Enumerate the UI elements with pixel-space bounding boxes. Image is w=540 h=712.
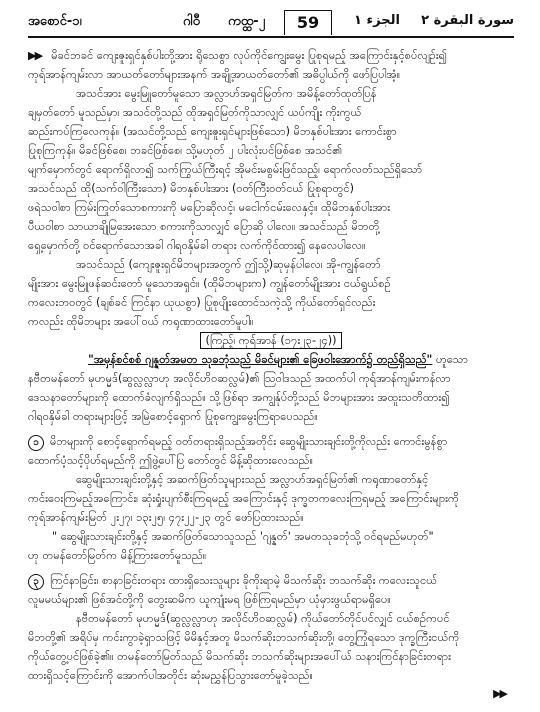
verse-line: အသင်အား မွေးမြူတော်မူသော အလ္လာဟ်အရှင်မြတ်က အမိန့်တော်ထုတ်ပြန် — [76, 87, 377, 100]
verse-line: ဖရဲသဝါစာ ကြမ်းကြုတ်သောစကားကို မပြောဆိုလင့်၊ မငေါက်ငမ်းလေနှင့်။ ထိုမိဘနှစ်ပါးအား — [28, 201, 391, 214]
para-label-myanmar: ကထ္ထ-၂ — [228, 14, 266, 29]
note-2-line: ကိုယ်တွေ့ပင်ဖြစ်ခဲ့၏။ တမန်တော်မြတ်သည် မိသက်ဆိုး ဘသက်ဆိုးများအပေါ်ယ် သနားကြင်နာခြင်းတရား — [28, 650, 451, 663]
note-1-line: ဟု တမန်တော်မြတ်က မိန့်ကြားတော်မူသည်။ — [28, 549, 207, 562]
intro-line-1: မိခင်ဘခင် ကျေးဇူးရှင်နှစ်ပါးတို့အား ရိုသေစွာ လုပ်ကိုင်ကျွေးမွေး ပြုစုရမည့် အကြောင်းနှင့်စပ်လျဉ်း၍ — [51, 49, 448, 62]
body-line: ဒေသနာတော်များကို ထောက်ခံလျက်ရှိသည်။ သို့ဖြစ်ရာ အကျွန်ုပ်တို့သည် မိဘများအား အထူးသတိထား၍ — [28, 391, 450, 404]
note-1-line: ကုရ်အာန်ကျမ်းမြတ် ၂း၂၇၊ ၁၃း၂၅၊ ၄၇း၂၂-၂၃ တွင် ဖော်ပြထားသည်။ — [28, 511, 304, 524]
hadith-line — [28, 350, 514, 369]
note-2-line: ထားရှိသင့်ကြောင်းကို အောက်ပါအတိုင်း ဆုံးမညွှန်ပြသွားတော်မူခဲ့သည်။ — [28, 669, 313, 682]
note-2-line: လူမမယ်များ၏ ဖြစ်အင်တို့ကို တွေးဆမိက ယူကျုံးမရ ဖြစ်ကြရမည်မှာ ယုံမှားဖွယ်ရာမရှိပေ။ — [28, 593, 391, 606]
note-1-line: ဆွေမျိုးသားချင်းတို့နှင့် အဆက်ဖြတ်သူများသည် အလ္လာဟ်အရှင်မြတ်၏ ကရုဏာတော်နှင့် — [76, 473, 429, 486]
note-2-line — [28, 571, 514, 590]
reference-line — [28, 331, 514, 350]
note-1-line — [28, 432, 514, 451]
body-line — [28, 46, 514, 65]
verse-line: ရှေ့မှောက်တို့ ဝင်ရောက်သောအခါ ဂါရဝနှိမ်ခါ တရား လက်ကိုင်ထား၍ နေလေပါလေ။ — [28, 239, 366, 252]
note-number-badge: ၃ — [28, 574, 44, 590]
note-2-line: မိဘတို့၏ အရိပ်မှ ကင်းကွာခဲ့ရှာသဖြင့် မိမိနှင့်အတူ မိသက်ဆိုးဘသက်ဆိုးတို့၊ တွေ့ကြုံရသော ဒုက္ခကြီးငယ်ကို — [28, 631, 460, 644]
verse-line: မျိုးအား မွေးမြူဖန်ဆင်းတော် မူသောအရှင်။ (ထိုမိဘများက) ကျွန်တော်မျိုးအား ငယ်ရွယ်စဉ် — [28, 277, 391, 290]
start-arrows-icon: ▶▶ — [28, 49, 42, 62]
verse-line: ချမှတ်တော် မူသည်မှာ၊ အသင်တို့သည် ထိုအရှင်မြတ်ကိုသာလျှင် ယပ်ကျိုး ကိုးကွယ် — [28, 106, 362, 119]
verse-line: ကလေးဘဝတွင် (ချစ်ခင် ကြင်နာ ယုယစွာ) ပြုစုပျိုးထောင်သကဲ့သို့ ကိုယ်တော်ရှင်လည်း — [28, 296, 376, 309]
note-number-badge: ၁ — [28, 435, 44, 451]
body-line: ဂါရဝနှိမ်ခါ တရားများဖြင့် အမြဲစောင့်ရှောက် ပြုစုကျွေးမွေးကြရာပေသည်။ — [28, 410, 318, 423]
page-header — [28, 10, 514, 38]
hadith-quote-tail: ဟူသော — [435, 353, 468, 366]
note-2-text: ကြင်နာခြင်း၊ စာနာခြင်းတရား ထားရှိသေးသူများ ခိုကိုးရာမဲ့ မိသက်ဆိုး ဘသက်ဆိုး ကလေးသူငယ် — [50, 574, 438, 587]
surah-title-arabic: سورة البقرة ۲ — [421, 13, 514, 28]
verse-line: ကလည်း ထိုမိဘများ အပေါ်ဝယ် ကရုဏာထားတော်မူပါ။ — [28, 315, 254, 328]
verse-line: ဆည်းကပ်ကြလေကုန်။ (အသင်တို့သည် ကျေးဇူးရှင်များဖြစ်သော) မိဘနှစ်ပါးအား ကောင်းစွာ — [28, 125, 397, 138]
note-1-text: မိဘများကို စောင့်ရှောက်ရမည့် ဝတ်တရားရှိသည့်အတိုင်း ဆွေမျိုးသားချင်းတို့ကိုလည်း ကောင်းမွန်စွာ — [50, 435, 448, 448]
verse-line: မျက်မှောက်တွင် ရောက်ရှိလာ၍ သက်ကြွယ်ကြီးရင့် အိုမင်းမစွမ်းဖြင်သည့်၊ ရောက်လတ်သည်ရှိသော် — [28, 163, 423, 176]
verse-line: ပြုစုကြကုန်။ မိခင်ဖြစ်စေ၊ ဘခင်ဖြစ်စေ၊ သို့မဟုတ် ၂ ပါးလုံးပင်ဖြစ်စေ အသင်၏ — [28, 144, 343, 157]
juz-label-arabic: الجزء ۱ — [354, 13, 400, 28]
note-1-line: ကင်းဝေးကြမည့်အကြောင်း၊ ဆုံးရှုံးပျက်စီးကြရမည့် အကြောင်းနှင့် ဒုက္ခတကလေးကြရမည့် အကြောင်းများကို — [28, 492, 459, 505]
page-number: 59 — [284, 10, 332, 35]
volume-label: အစောင်-၁၊ — [28, 14, 82, 29]
note-2-line: နဗီတမန်တော် မုဟမ္မဒ်(ဆွလ္လလ္လာဟု အလိုင်ဟိဝဆလ္လမ်) ကိုယ်တော်တိုင်ပင်လျှင် ငယ်စဉ်ကပင် — [76, 612, 450, 625]
juz-label-myanmar: ဂါ၀ီ — [183, 14, 200, 29]
body-line: နဗီတမန်တော် မုဟမ္မဒ်(ဆွလ္လလ္လာဟု အလိုင်ဟိဝဆလ္လမ်)၏ ဩဝါဒသည် အထက်ပါ ကုရ်အာန်ကျမ်းကန်လာ — [28, 372, 451, 385]
note-1-hadith: " ဆွေမျိုးသားချင်းတို့နှင့် အဆက်ဖြတ်သောသူသည် 'ဂျန္နတ်' အမတသုခဘုံသို့ ဝင်ရမည်မဟုတ်" — [52, 530, 434, 543]
hadith-quote: "အမှန်စင်စစ် ဂျန္နတ်အမတ သုခဘုံသည် မိခင်များ၏ ခြေဖဝါးအောက်၌ တည်ရှိသည်" — [88, 353, 433, 366]
note-1-line: ထောက်ပံ့သင့်ပိုဟ်ရမည်ကို ဤဖွဲ့ပေါ်ပြ တော်တွင် မိန့်ဆိုထားလေသည်။ — [28, 454, 313, 467]
intro-line-2: ကုရ်အာန်ကျမ်းလာ အာယတ်တော်များအနက် အချို့အာယတ်တော်၏ အဓိပ္ပါယ်ကို ဖော်ပြပါအံ့။ — [28, 68, 401, 81]
quran-reference: (ကြည့်၊ ကုရ်အာန် (၁၇း၂၃-၂၄)) — [200, 332, 341, 349]
page-body — [28, 46, 514, 685]
verse-line: အသင်သည် (ကျေးဇူးရှင်မိဘများအတွက် ဤသို့)ဆုမှန်ပါလေ၊ အို-ကျွန်တော် — [76, 258, 381, 271]
verse-line: ပီယဝါစာ သာယာချိုမြအေးသော စကားကိုသာလျှင် ပြောဆို ပါလေ။ အသင်သည် မိဘတို့ — [28, 220, 380, 233]
end-arrows-icon: ▶▶ — [493, 687, 506, 700]
verse-line: အသင်သည် ထို(သက်ဝါကြီးသော) မိဘနှစ်ပါးအား (ဝတ်ကြီးဝတ်ငယ် ပြုစုရာတွင်) — [28, 182, 354, 195]
